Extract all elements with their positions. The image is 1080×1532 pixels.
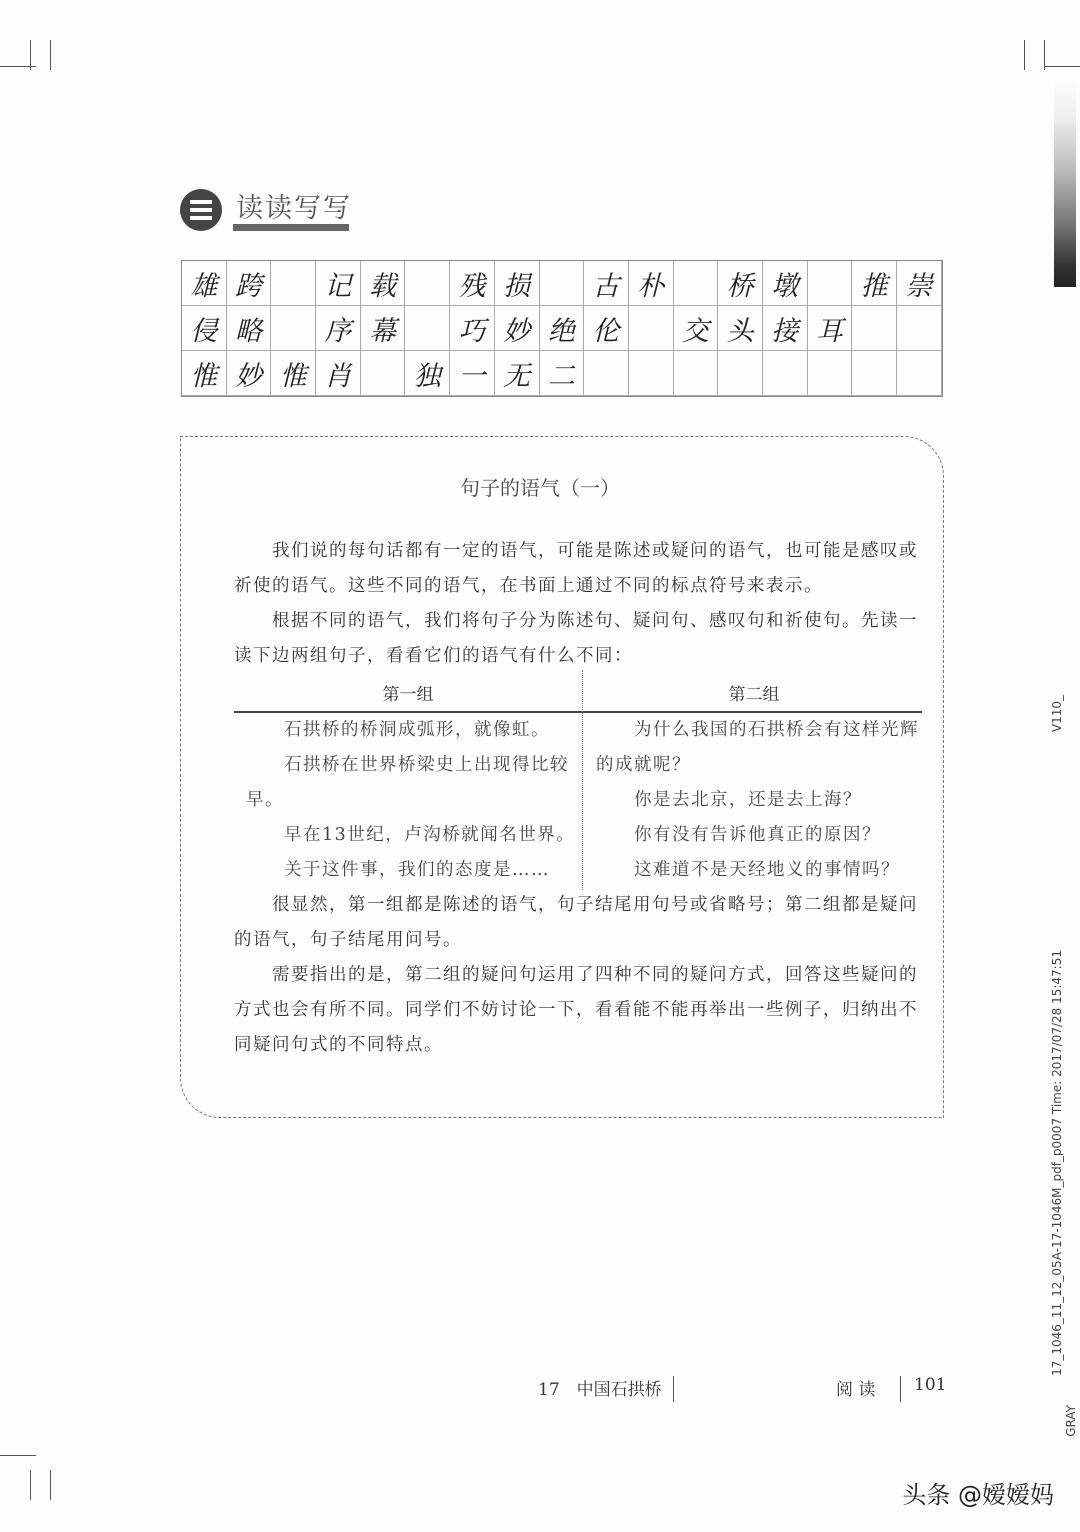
grid-cell xyxy=(405,261,450,306)
grid-cell xyxy=(897,306,942,351)
grid-cell xyxy=(540,261,585,306)
group1-list xyxy=(246,713,576,888)
grid-cell: 略 xyxy=(227,306,272,351)
grid-cell: 头 xyxy=(718,306,763,351)
grid-cell: 惟 xyxy=(182,351,227,396)
grid-cell: 侵 xyxy=(182,306,227,351)
grid-cell: 墩 xyxy=(763,261,808,306)
grid-cell: 古 xyxy=(584,261,629,306)
grid-cell: 交 xyxy=(674,306,719,351)
box-title: 句子的语气（一） xyxy=(460,476,620,500)
grid-cell: 耳 xyxy=(808,306,853,351)
grid-cell xyxy=(629,306,674,351)
page-number: 101 xyxy=(914,1375,947,1395)
grid-cell xyxy=(808,351,853,396)
grid-cell: 记 xyxy=(316,261,361,306)
grid-cell xyxy=(718,351,763,396)
paragraph: 我们说的每句话都有一定的语气，可能是陈述或疑问的语气，也可能是感叹或祈使的语气。这些不同的语气，在书面上通过不同的标点符号来表示。 xyxy=(234,541,918,596)
grid-cell xyxy=(271,306,316,351)
footer-lesson: 17 中国石拱桥 xyxy=(538,1380,662,1400)
margin-code: 17_1046_11_12_05A-17-1046M_pdf_p0007 Time: 2017/07/28 15:47:51 xyxy=(1050,950,1064,1376)
grid-cell: 妙 xyxy=(227,351,272,396)
grid-cell: 推 xyxy=(852,261,897,306)
gray-scale-bar xyxy=(1054,75,1076,287)
sentence: 为什么我国的石拱桥会有这样光辉的成就呢？ xyxy=(596,720,919,775)
paragraph: 需要指出的是，第二组的疑问句运用了四种不同的疑问方式，回答这些疑问的方式也会有所不同。同学们不妨讨论一下，看看能不能再举出一些例子，归纳出不同疑问句式的不同特点。 xyxy=(234,965,918,1055)
grid-cell: 肖 xyxy=(316,351,361,396)
grid-cell: 巧 xyxy=(450,306,495,351)
grid-cell xyxy=(584,351,629,396)
sentence: 石拱桥在世界桥梁史上出现得比较早。 xyxy=(246,755,569,810)
section-underline xyxy=(233,224,349,231)
grid-cell xyxy=(852,351,897,396)
sentence: 你有没有告诉他真正的原因？ xyxy=(634,825,881,845)
column-divider xyxy=(582,670,583,890)
grid-cell: 载 xyxy=(361,261,406,306)
group1-header: 第一组 xyxy=(382,685,434,705)
grid-cell: 妙 xyxy=(495,306,540,351)
sentence: 你是去北京，还是去上海？ xyxy=(634,790,862,810)
grid-cell xyxy=(405,306,450,351)
grid-cell xyxy=(629,351,674,396)
grid-cell: 一 xyxy=(450,351,495,396)
grid-cell: 残 xyxy=(450,261,495,306)
grid-cell xyxy=(897,351,942,396)
margin-code: V110_ xyxy=(1050,695,1064,733)
grid-cell xyxy=(361,351,406,396)
watermark: 头条 @嫒嫒妈 xyxy=(902,1481,1054,1509)
grid-cell xyxy=(763,351,808,396)
section-three-icon xyxy=(180,189,222,231)
word-grid xyxy=(181,260,943,397)
grid-cell: 序 xyxy=(316,306,361,351)
margin-code: GRAY xyxy=(1064,1405,1078,1437)
grid-cell: 接 xyxy=(763,306,808,351)
sentence: 关于这件事，我们的态度是…… xyxy=(284,860,550,880)
grid-cell: 惟 xyxy=(271,351,316,396)
grid-cell: 桥 xyxy=(718,261,763,306)
footer-unit: 阅 读 xyxy=(836,1380,876,1400)
grid-cell xyxy=(808,261,853,306)
grid-cell xyxy=(674,351,719,396)
grid-cell: 幕 xyxy=(361,306,406,351)
grid-cell: 跨 xyxy=(227,261,272,306)
grid-cell: 雄 xyxy=(182,261,227,306)
grid-cell: 无 xyxy=(495,351,540,396)
sentence: 石拱桥的桥洞成弧形，就像虹。 xyxy=(284,720,550,740)
grid-cell: 独 xyxy=(405,351,450,396)
paragraph: 根据不同的语气，我们将句子分为陈述句、疑问句、感叹句和祈使句。先读一读下边两组句子，看看它们的语气有什么不同： xyxy=(234,611,918,666)
grid-cell xyxy=(271,261,316,306)
grid-cell: 绝 xyxy=(540,306,585,351)
group2-list xyxy=(596,713,922,888)
grid-cell: 伦 xyxy=(584,306,629,351)
grid-cell xyxy=(852,306,897,351)
paragraph: 很显然，第一组都是陈述的语气，句子结尾用句号或省略号；第二组都是疑问的语气，句子结尾用问号。 xyxy=(234,895,918,950)
grid-cell: 朴 xyxy=(629,261,674,306)
grid-cell: 崇 xyxy=(897,261,942,306)
grid-cell xyxy=(674,261,719,306)
grid-cell: 损 xyxy=(495,261,540,306)
group2-header: 第二组 xyxy=(728,685,780,705)
grid-cell: 二 xyxy=(540,351,585,396)
section-title: 读读写写 xyxy=(236,193,352,224)
sentence: 这难道不是天经地义的事情吗？ xyxy=(634,860,900,880)
sentence: 早在13世纪，卢沟桥就闻名世界。 xyxy=(284,825,576,845)
